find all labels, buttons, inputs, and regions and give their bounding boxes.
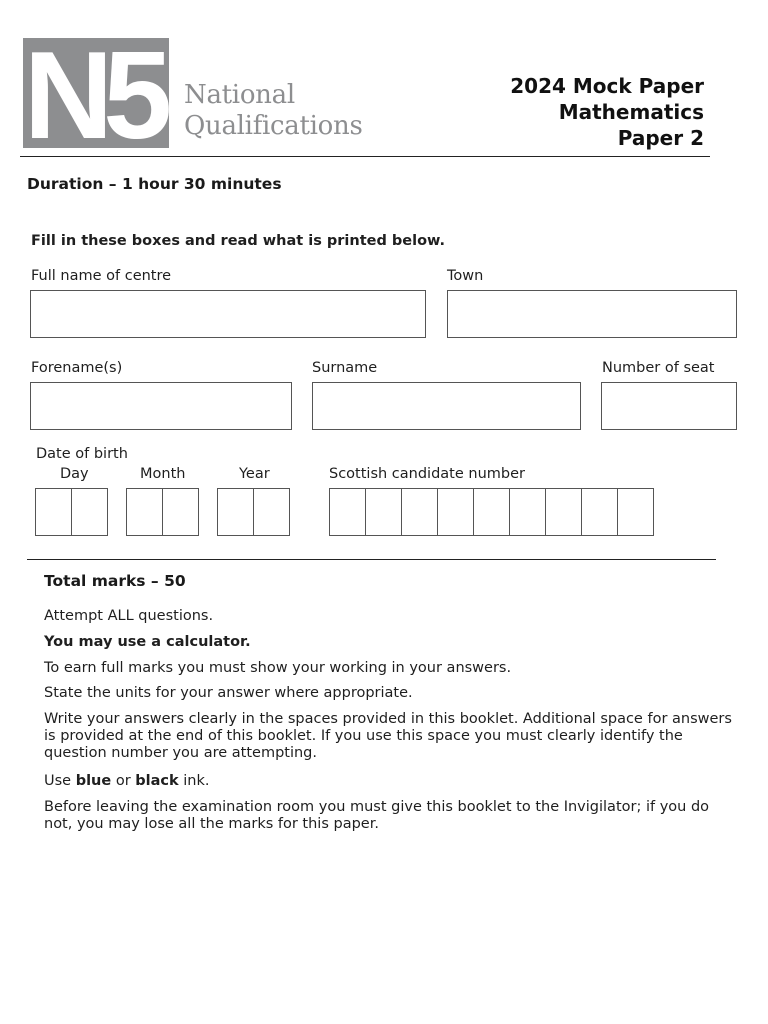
instruction-answer-spaces: Write your answers clearly in the spaces provided in this booklet. Additional space for answers is provided at the end of this booklet. If you use this space you must clearly identify the question number you are attempting. [44,711,732,761]
paper-number: Paper 2 [617,126,704,150]
month-digit-1[interactable] [126,488,163,536]
duration: Duration – 1 hour 30 minutes [27,175,282,193]
paper-title: 2024 Mock Paper [510,74,704,98]
logo-mark: N5 [23,38,163,148]
forename-field[interactable] [30,382,292,430]
subject-title: Mathematics [558,100,704,124]
form-instruction: Fill in these boxes and read what is printed below. [31,233,446,249]
scn-digit[interactable] [329,488,366,536]
forename-label: Forename(s) [31,360,123,376]
header-rule [20,156,710,157]
seat-field[interactable] [601,382,737,430]
scn-digit[interactable] [617,488,654,536]
scn-digit[interactable] [509,488,546,536]
ink-black: black [135,773,179,789]
instruction-ink [44,773,734,790]
surname-label: Surname [312,360,378,376]
year-digit-1[interactable] [217,488,254,536]
scn-digit[interactable] [437,488,474,536]
month-digit-2[interactable] [162,488,199,536]
total-marks: Total marks – 50 [44,572,186,590]
scn-label: Scottish candidate number [329,466,525,482]
scn-digit[interactable] [401,488,438,536]
day-field[interactable] [35,488,108,536]
logo-wordmark [184,80,363,142]
year-field[interactable] [217,488,290,536]
scn-field[interactable] [329,488,654,536]
ink-blue: blue [75,773,112,789]
form-rule [27,559,716,560]
instruction-units: State the units for your answer where appropriate. [44,685,413,701]
scn-digit[interactable] [365,488,402,536]
scn-digit[interactable] [581,488,618,536]
centre-field[interactable] [30,290,426,338]
n5-logo [23,38,169,148]
ink-text-mid: or [111,773,136,789]
instruction-show-working: To earn full marks you must show your working in your answers. [44,660,512,676]
surname-field[interactable] [312,382,581,430]
month-field[interactable] [126,488,199,536]
month-label: Month [140,466,186,482]
day-digit-1[interactable] [35,488,72,536]
seat-label: Number of seat [602,360,715,376]
scn-digit[interactable] [545,488,582,536]
day-label: Day [60,466,89,482]
ink-text-pre: Use [44,773,76,789]
ink-text-post: ink. [178,773,210,789]
logo-line-national: National [184,80,295,110]
dob-label: Date of birth [36,446,128,462]
town-field[interactable] [447,290,737,338]
scn-digit[interactable] [473,488,510,536]
day-digit-2[interactable] [71,488,108,536]
year-digit-2[interactable] [253,488,290,536]
town-label: Town [447,268,484,284]
instruction-invigilator: Before leaving the examination room you must give this booklet to the Invigilator; if you do not, you may lose all the marks for this paper. [44,799,710,832]
instruction-attempt-all: Attempt ALL questions. [44,608,214,624]
instruction-calculator: You may use a calculator. [44,634,251,650]
centre-label: Full name of centre [31,268,172,284]
logo-line-qualifications: Qualifications [184,111,363,141]
year-label: Year [239,466,270,482]
